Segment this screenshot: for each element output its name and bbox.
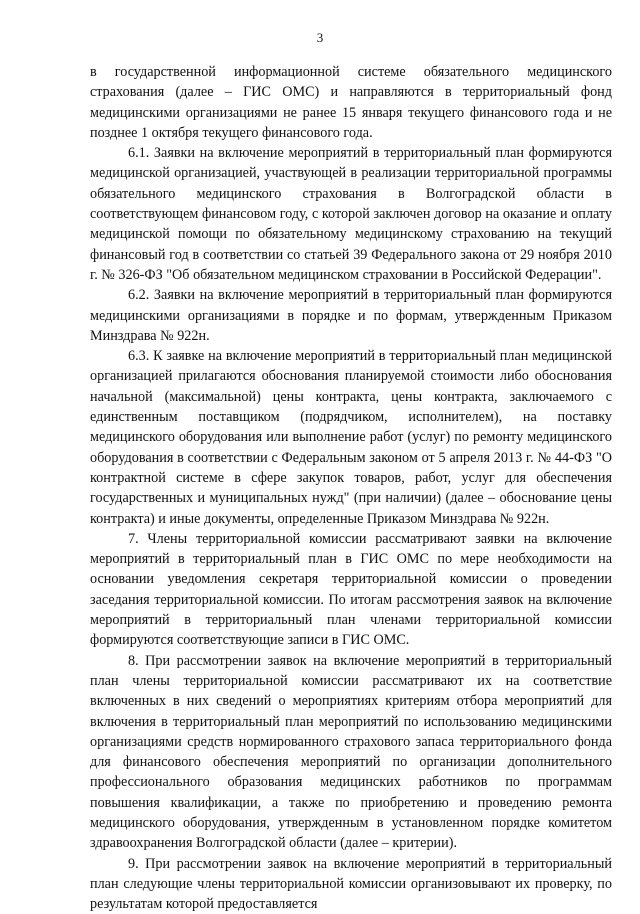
page-number: 3 [316, 30, 324, 45]
paragraph-6-2: 6.2. Заявки на включение мероприятий в территориальный план формируются медицинскими организациями в порядке и по формам, утвержденным Приказом Минздрава № 922н. [90, 287, 612, 344]
paragraph-6-3: 6.3. К заявке на включение мероприятий в территориальный план медицинской организацией прилагаются обоснования планируемой стоимости либо обоснования начальной (максимальной) цены контракта, цены контракта, заключаемого с единственным поставщиком (подрядчиком, исполнителем), на поставку медицинского оборудования или выполнение работ (услуг) по ремонту медицинского оборудования в соответствии с Федеральным законом от 5 апреля 2013 г. № 44-ФЗ "О контрактной системе в сфере закупок товаров, работ, услуг для обеспечения государственных и муниципальных нужд" (при наличии) (далее – обоснование цены контракта) и иные документы, определенные Приказом Минздрава № 922н. [90, 348, 612, 527]
paragraph-7: 7. Члены территориальной комиссии рассматривают заявки на включение мероприятий в территориальный план в ГИС ОМС по мере необходимости на основании уведомления секретаря территориальной комиссии о проведении заседания территориальной комиссии. По итогам рассмотрения заявок на включение мероприятий в территориальный план членами территориальной комиссии формируются соответствующие записи в ГИС ОМС. [90, 530, 612, 649]
paragraph-8: 8. При рассмотрении заявок на включение мероприятий в территориальный план члены территориальной комиссии рассматривают их на соответствие включенных в них сведений о мероприятиях критериям отбора мероприятий для включения в территориальный план мероприятий по использованию медицинскими организациями средств нормированного страхового запаса территориального фонда для финансового обеспечения мероприятий по организации дополнительного профессионального образования медицинских работников по программам повышения квалификации, а также по приобретению и проведению ремонта медицинского оборудования, утвержденным в установленном порядке комитетом здравоохранения Волгоградской области (далее – критерии). [90, 652, 612, 852]
document-body [90, 62, 612, 914]
paragraph-continuation: в государственной информационной системе обязательного медицинского страхования (далее – ГИС ОМС) и направляются в территориальный фонд медицинскими организациями не ранее 15 января текущего финансового года и не позднее 1 октября текущего финансового года. [90, 64, 612, 141]
paragraph-6-1: 6.1. Заявки на включение мероприятий в территориальный план формируются медицинской организацией, участвующей в реализации территориальной программы обязательного медицинского страхования в Волгоградской области в соответствующем финансовом году, с которой заключен договор на оказание и оплату медицинской помощи по обязательному медицинскому страхованию на текущий финансовый год в соответствии со статьей 39 Федерального закона от 29 ноября 2010 г. № 326-ФЗ "Об обязательном медицинском страховании в Российской Федерации". [90, 145, 612, 283]
paragraph-9: 9. При рассмотрении заявок на включение мероприятий в территориальный план следующие члены территориальной комиссии организовывают их проверку, по результатам которой предоставляется [90, 855, 612, 913]
